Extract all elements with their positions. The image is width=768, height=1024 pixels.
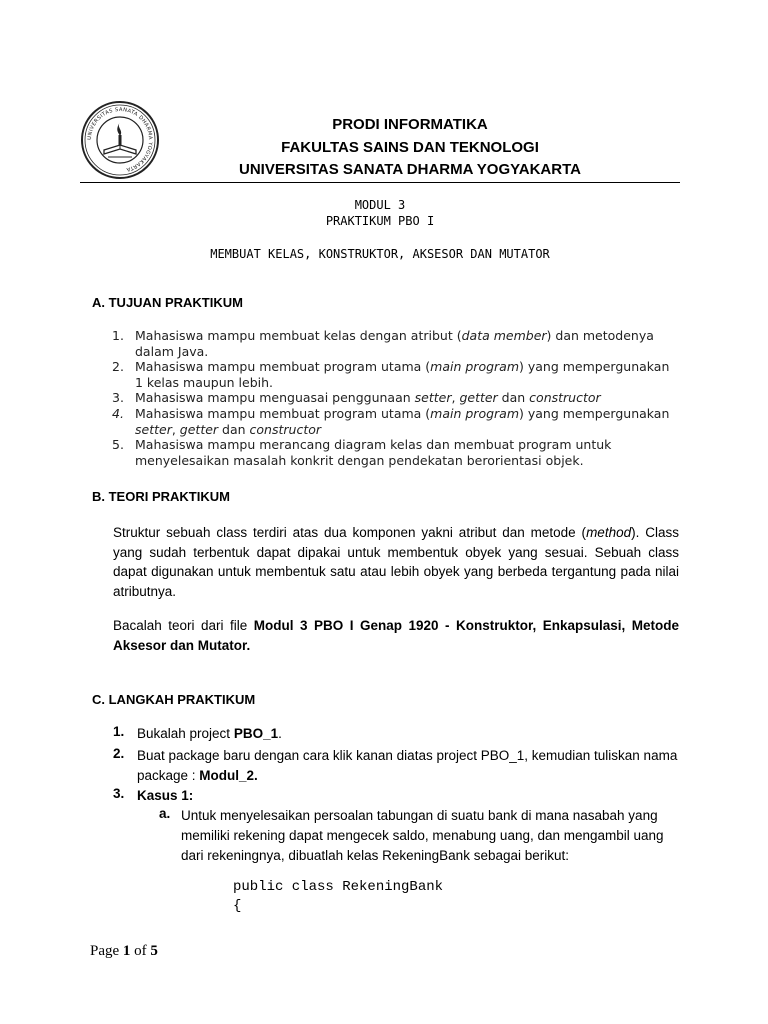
steps-list: 1. Bukalah project PBO_1. 2. Buat package baru dengan cara klik kanan diatas project PBO_1, kemudian tuliskan nama package : Modul_2. 3. Kasus 1: a. Untuk menyelesaikan persoalan tabungan di suatu bank di mana nasabah yang memiliki rekening dapat mengecek saldo, menabung uang, dan mengambil uang dari rekeningnya, dibuatlah kelas RekeningBank sebagai berikut:: [113, 724, 678, 863]
header-fakultas: FAKULTAS SAINS DAN TEKNOLOGI: [281, 139, 539, 156]
section-a-heading: A. TUJUAN PRAKTIKUM: [92, 295, 243, 310]
theory-reference: Bacalah teori dari file Modul 3 PBO I Genap 1920 - Konstruktor, Enkapsulasi, Metode Aksesor dan Mutator.: [113, 618, 679, 653]
modul-course: PRAKTIKUM PBO I: [325, 214, 435, 228]
section-b-heading: B. TEORI PRAKTIKUM: [92, 489, 230, 504]
objectives-list: 1. Mahasiswa mampu membuat kelas dengan atribut (data member) dan metodenya dalam Java. 2. Mahasiswa mampu membuat program utama (main program) yang mempergunakan 1 kelas maupun lebih. 3. Mahasiswa mampu menguasai penggunaan setter, getter dan constructor 4. Mahasiswa mampu membuat program utama (main program) yang mempergunakan setter, getter dan constructor 5. Mahasiswa mampu merancang diagram kelas dan membuat program untuk menyelesaikan masalah konkrit dengan pendekatan berorientasi objek.: [112, 328, 670, 468]
logo-ring-text: UNIVERSITAS SANATA DHARMA YOGYAKARTA: [86, 106, 154, 173]
header-prodi: PRODI INFORMATIKA: [332, 116, 488, 133]
page-footer: Page 1 of 5: [90, 943, 158, 959]
header-divider: [80, 182, 680, 183]
header-universitas: UNIVERSITAS SANATA DHARMA YOGYAKARTA: [239, 161, 581, 178]
university-logo: [80, 100, 160, 180]
modul-number: MODUL 3: [354, 198, 406, 212]
code-line: {: [233, 898, 242, 914]
theory-paragraph: Struktur sebuah class terdiri atas dua komponen yakni atribut dan metode (method). Class yang sudah terbentuk dapat dipakai untuk membentuk obyek yang sesuai. Sebuah class dapat digunakan untuk membentuk satu atau lebih obyek yang berbeda tergantung pada nilai atributnya.: [113, 525, 679, 599]
code-line: public class RekeningBank: [233, 879, 444, 895]
section-c-heading: C. LANGKAH PRAKTIKUM: [92, 692, 256, 707]
modul-title: MEMBUAT KELAS, KONSTRUKTOR, AKSESOR DAN MUTATOR: [210, 247, 550, 261]
